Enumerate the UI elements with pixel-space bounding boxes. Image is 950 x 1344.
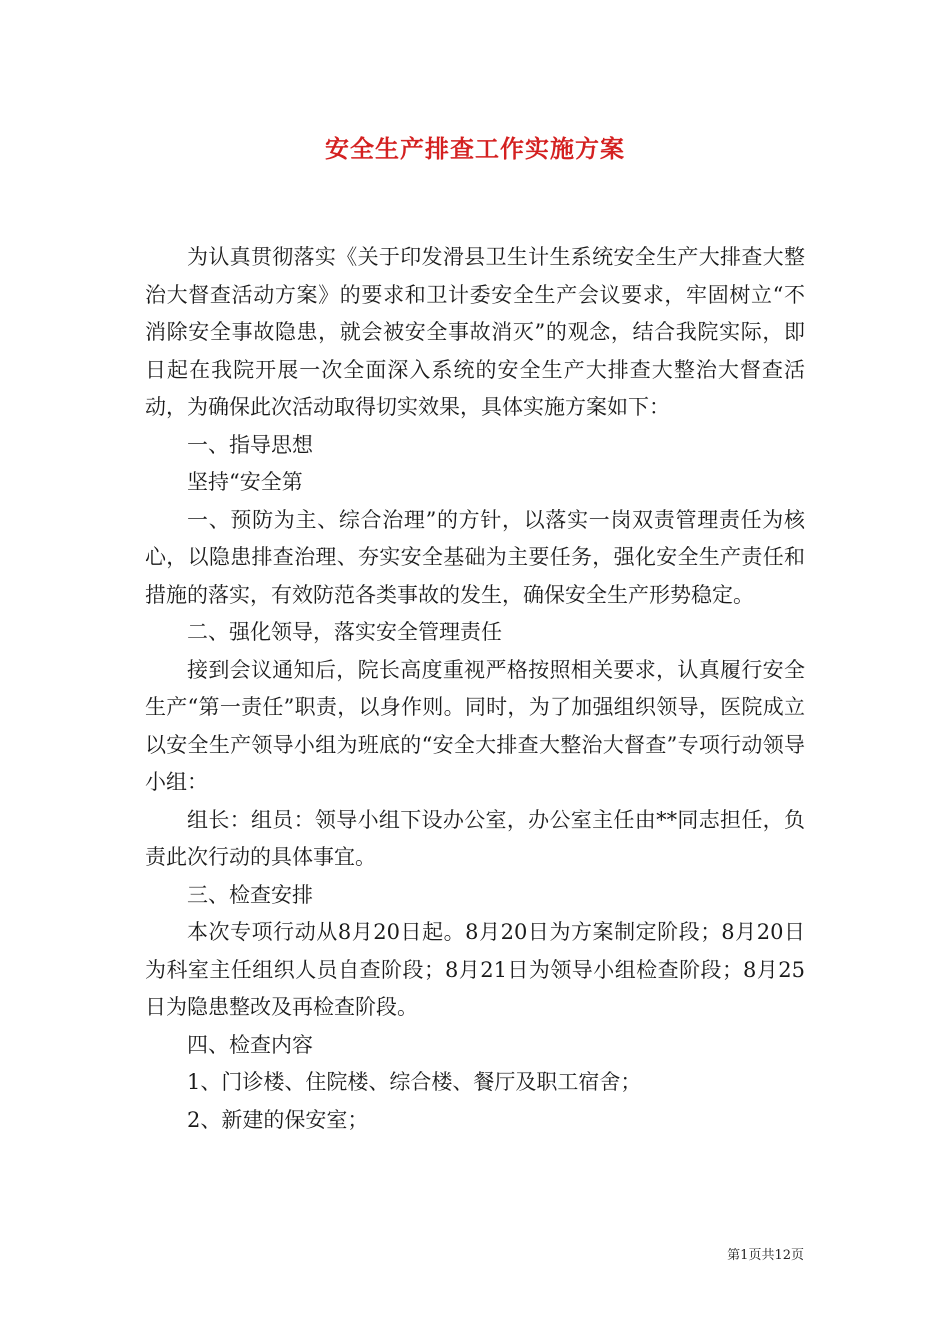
- heading-inspection-content: 四、检查内容: [187, 1032, 313, 1057]
- paragraph: 组长：组员：领导小组下设办公室，办公室主任由**同志担任，负责此次行动的具体事宜。: [145, 807, 805, 869]
- paragraph-intro: 为认真贯彻落实《关于印发滑县卫生计生系统安全生产大排查大整治大督查活动方案》的要求和卫计委安全生产会议要求，牢固树立“不消除安全事故隐患，就会被安全事故消灭”的观念，结合我院实际，即日起在我院开展一次全面深入系统的安全生产大排查大整治大督查活动，为确保此次活动取得切实效果，具体实施方案如下：: [145, 245, 805, 419]
- heading-guiding-ideology: 一、指导思想: [187, 432, 313, 457]
- paragraph: 本次专项行动从8月20日起。8月20日为方案制定阶段；8月20日为科室主任组织人员自查阶段；8月21日为领导小组检查阶段；8月25日为隐患整改及再检查阶段。: [145, 920, 805, 1019]
- document-body: [145, 239, 805, 1139]
- paragraph: 一、预防为主、综合治理”的方针，以落实一岗双责管理责任为核心，以隐患排查治理、夯实安全基础为主要任务，强化安全生产责任和措施的落实，有效防范各类事故的发生，确保安全生产形势稳定。: [145, 507, 805, 607]
- document-title: 安全生产排查工作实施方案: [325, 134, 625, 163]
- paragraph: 坚持“安全第: [187, 470, 303, 494]
- list-item: 1、门诊楼、住院楼、综合楼、餐厅及职工宿舍；: [187, 1070, 642, 1094]
- heading-leadership: 二、强化领导，落实安全管理责任: [187, 620, 502, 644]
- heading-inspection-schedule: 三、检查安排: [187, 882, 313, 907]
- paragraph: 接到会议通知后，院长高度重视严格按照相关要求，认真履行安全生产“第一责任”职责，以身作则。同时，为了加强组织领导，医院成立以安全生产领导小组为班底的“安全大排查大整治大督查”专项行动领导小组：: [145, 657, 805, 794]
- list-item: 2、新建的保安室；: [187, 1107, 369, 1132]
- page-number: 第1页共12页: [727, 1248, 804, 1263]
